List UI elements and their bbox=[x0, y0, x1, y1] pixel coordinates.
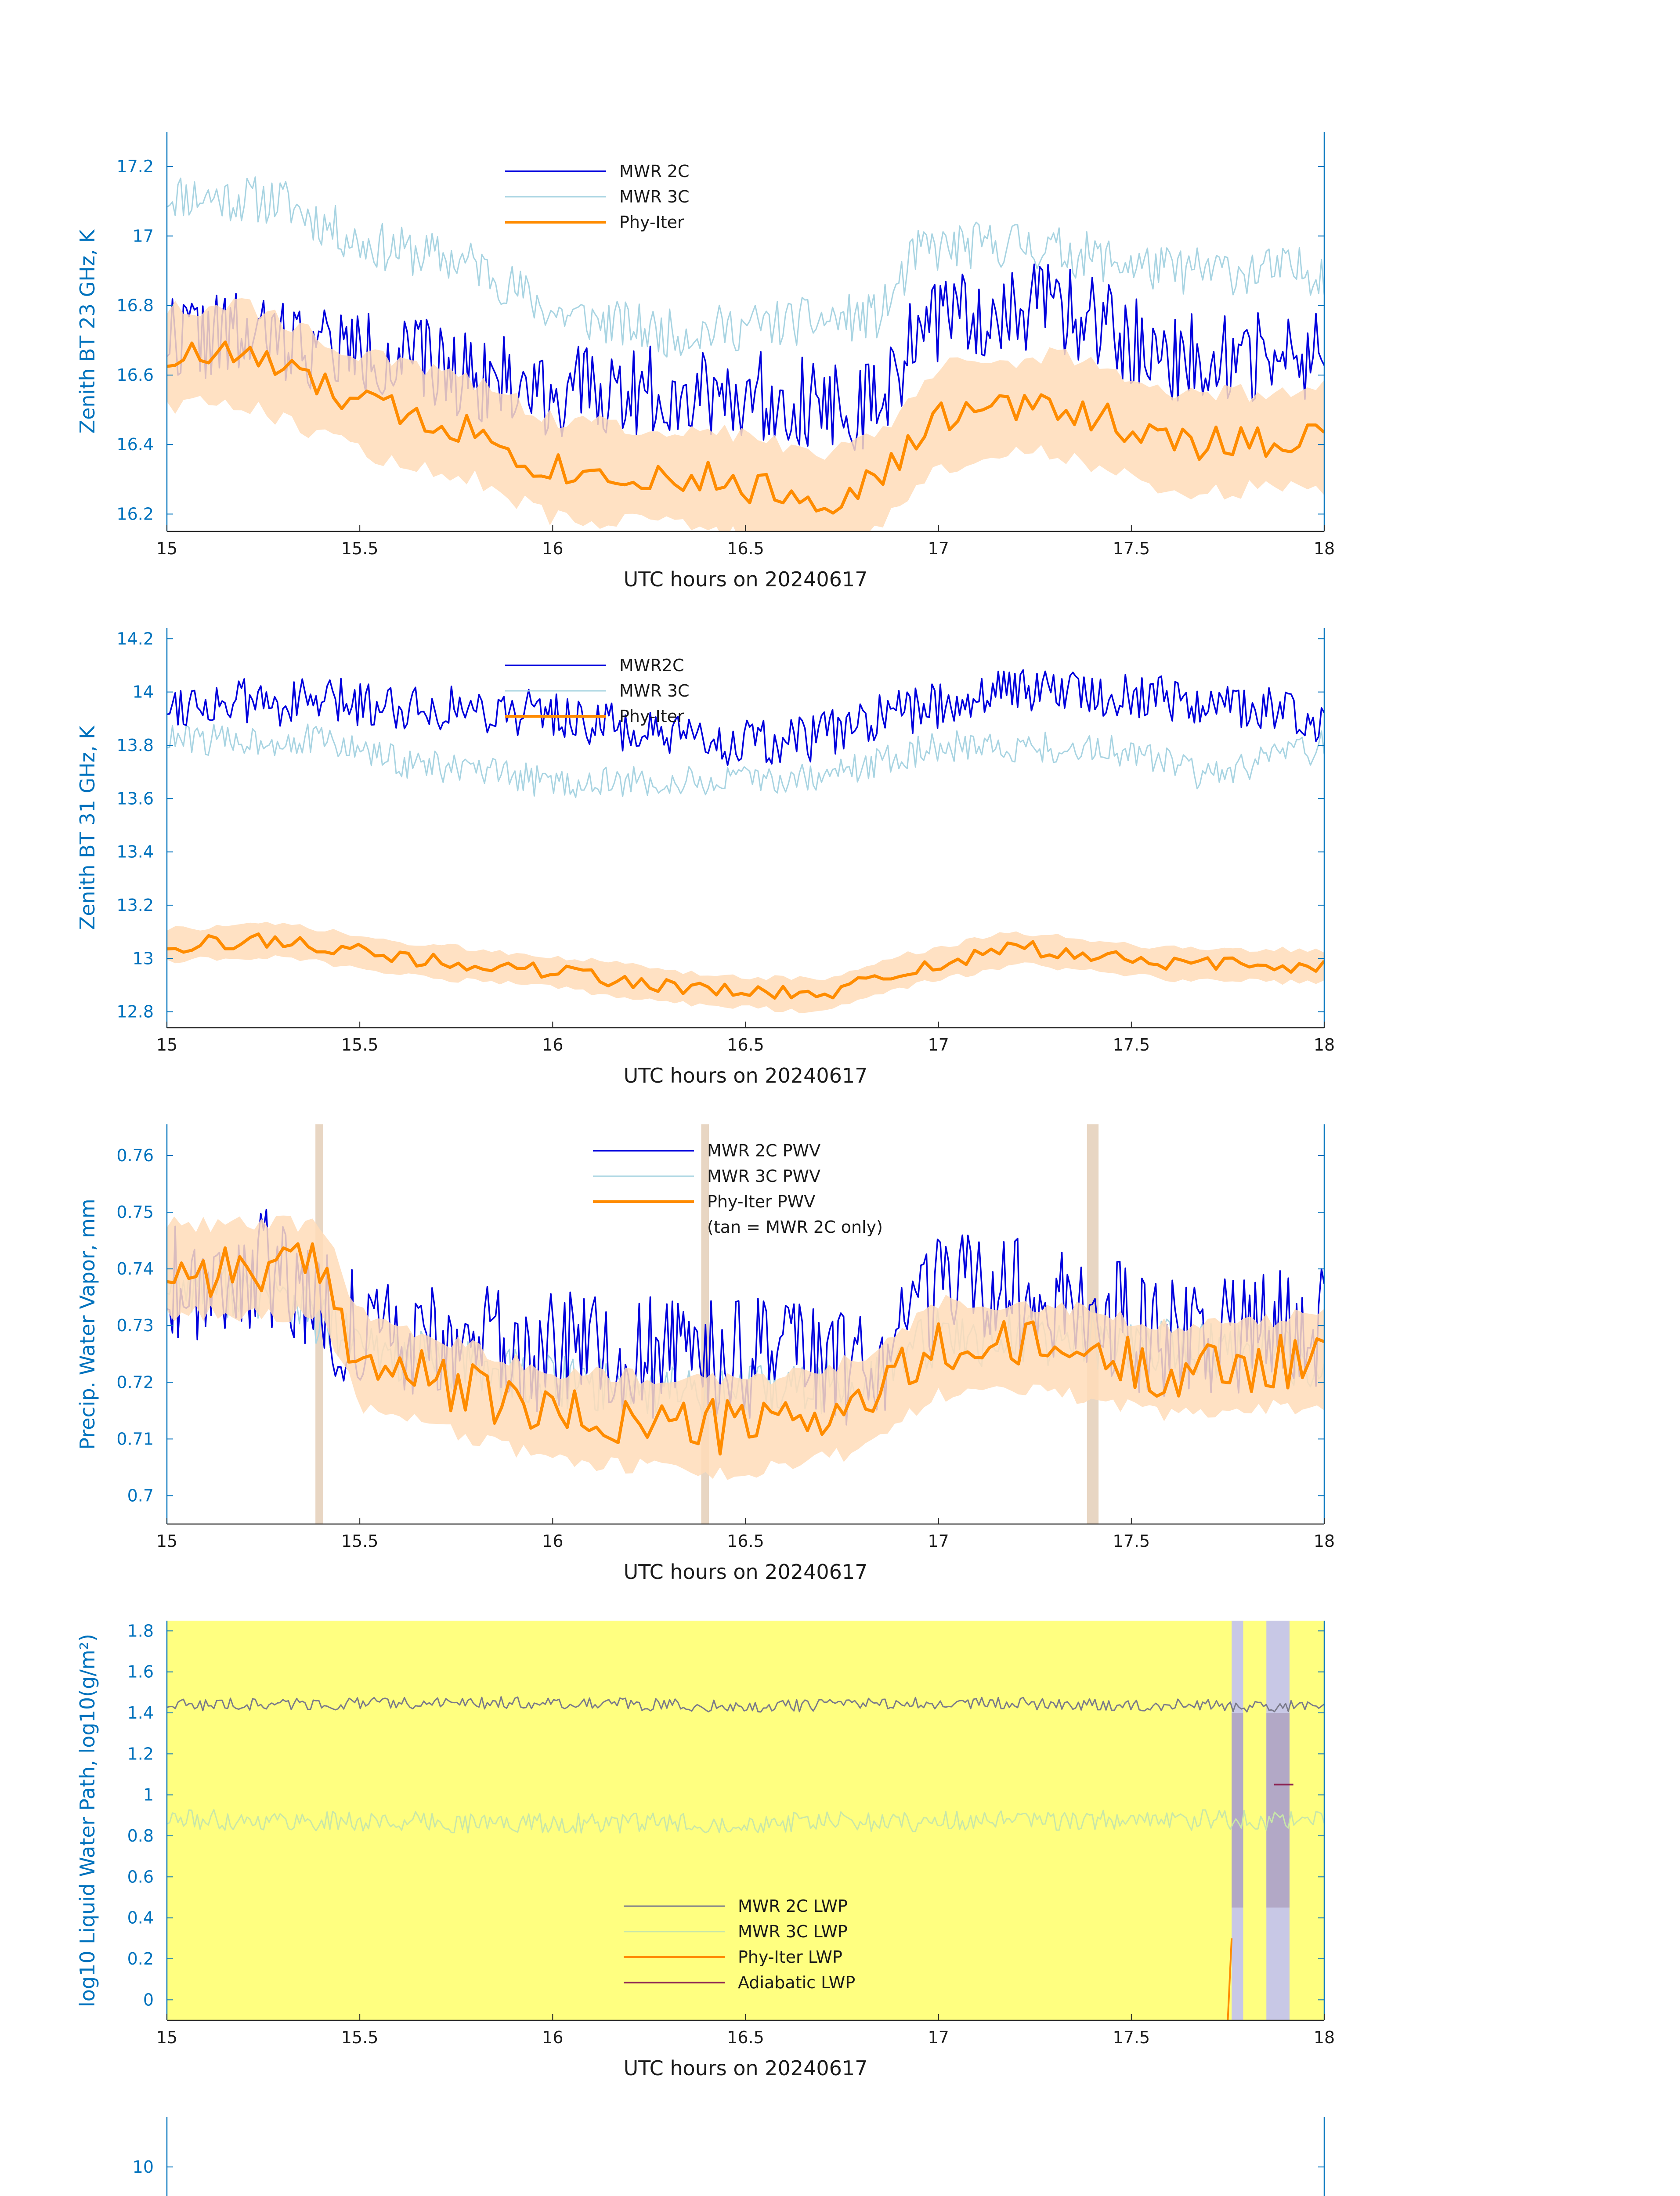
y-tick-label: 0.2 bbox=[127, 1949, 154, 1968]
highlight-region bbox=[1232, 1713, 1243, 1907]
y-tick-label: 0.71 bbox=[116, 1429, 154, 1449]
y-tick-label: 17.2 bbox=[116, 157, 154, 177]
x-tick-label: 15.5 bbox=[341, 1035, 379, 1055]
x-tick-label: 15 bbox=[156, 2028, 178, 2047]
x-tick-label: 15.5 bbox=[341, 1531, 379, 1551]
y-tick-label: 1.4 bbox=[127, 1703, 154, 1723]
x-tick-label: 16.5 bbox=[727, 1035, 764, 1055]
y-tick-label: 0.8 bbox=[127, 1826, 154, 1846]
x-tick-label: 18 bbox=[1313, 1531, 1335, 1551]
y-tick-label: 13 bbox=[132, 949, 154, 968]
x-axis-label: UTC hours on 20240617 bbox=[623, 567, 868, 591]
y-tick-label: 1.8 bbox=[127, 1621, 154, 1641]
x-tick-label: 15 bbox=[156, 1531, 178, 1551]
y-tick-label: 10 bbox=[132, 2157, 154, 2177]
x-tick-label: 16.5 bbox=[727, 539, 764, 558]
legend-label: MWR 2C bbox=[619, 162, 690, 181]
y-tick-label: 13.8 bbox=[116, 735, 154, 755]
y-tick-label: 1 bbox=[143, 1785, 154, 1805]
x-tick-label: 18 bbox=[1313, 1035, 1335, 1055]
y-axis-label: Zenith BT 31 GHz, K bbox=[76, 726, 99, 930]
legend-label: MWR 2C PWV bbox=[707, 1141, 821, 1160]
y-tick-label: 16.2 bbox=[116, 504, 154, 524]
y-tick-label: 0.75 bbox=[116, 1203, 154, 1222]
y-tick-label: 17 bbox=[132, 226, 154, 246]
y-tick-label: 0.76 bbox=[116, 1145, 154, 1165]
legend-label: Phy-Iter bbox=[619, 707, 684, 726]
legend-label: MWR 3C bbox=[619, 681, 690, 701]
legend-label: Phy-Iter bbox=[619, 213, 684, 232]
y-tick-label: 0.73 bbox=[116, 1316, 154, 1336]
y-tick-label: 13.6 bbox=[116, 789, 154, 809]
y-tick-label: 14 bbox=[132, 682, 154, 702]
x-tick-label: 17 bbox=[928, 2028, 949, 2047]
x-tick-label: 17.5 bbox=[1113, 539, 1150, 558]
y-tick-label: 0.72 bbox=[116, 1372, 154, 1392]
y-tick-label: 0.4 bbox=[127, 1908, 154, 1928]
x-tick-label: 17 bbox=[928, 1531, 949, 1551]
legend-label: MWR 2C LWP bbox=[738, 1896, 848, 1916]
y-tick-label: 13.2 bbox=[116, 895, 154, 915]
y-tick-label: 13.4 bbox=[116, 842, 154, 862]
y-axis-label: Precip. Water Vapor, mm bbox=[76, 1199, 99, 1450]
y-tick-label: 0.74 bbox=[116, 1259, 154, 1279]
y-tick-label: 0.7 bbox=[127, 1486, 154, 1506]
y-tick-label: 16.6 bbox=[116, 365, 154, 385]
x-tick-label: 16 bbox=[542, 539, 564, 558]
x-tick-label: 17 bbox=[928, 1035, 949, 1055]
legend-label: Phy-Iter LWP bbox=[738, 1947, 842, 1967]
x-tick-label: 17.5 bbox=[1113, 1531, 1150, 1551]
y-tick-label: 14.2 bbox=[116, 629, 154, 649]
x-tick-label: 15.5 bbox=[341, 539, 379, 558]
legend-label: MWR 3C LWP bbox=[738, 1922, 848, 1941]
legend-note: (tan = MWR 2C only) bbox=[707, 1217, 883, 1237]
x-tick-label: 15 bbox=[156, 1035, 178, 1055]
x-tick-label: 18 bbox=[1313, 539, 1335, 558]
y-axis-label: Zenith BT 23 GHz, K bbox=[76, 229, 99, 434]
highlight-region bbox=[1266, 1713, 1290, 1907]
legend-label: MWR2C bbox=[619, 656, 684, 675]
x-tick-label: 17.5 bbox=[1113, 2028, 1150, 2047]
x-tick-label: 16.5 bbox=[727, 1531, 764, 1551]
x-tick-label: 17 bbox=[928, 539, 949, 558]
legend-label: MWR 3C PWV bbox=[707, 1167, 821, 1186]
y-tick-label: 1.2 bbox=[127, 1744, 154, 1764]
legend-label: Adiabatic LWP bbox=[738, 1973, 856, 1992]
panel-lwp bbox=[76, 1621, 1335, 2080]
legend-label: MWR 3C bbox=[619, 187, 690, 206]
y-tick-label: 12.8 bbox=[116, 1002, 154, 1022]
y-tick-label: 1.6 bbox=[127, 1662, 154, 1682]
x-tick-label: 18 bbox=[1313, 2028, 1335, 2047]
y-axis-label: log10 Liquid Water Path, log10(g/m²) bbox=[76, 1633, 99, 2008]
x-tick-label: 16 bbox=[542, 1035, 564, 1055]
y-tick-label: 16.4 bbox=[116, 435, 154, 455]
x-tick-label: 16 bbox=[542, 2028, 564, 2047]
y-tick-label: 0.6 bbox=[127, 1867, 154, 1887]
x-axis-label: UTC hours on 20240617 bbox=[623, 2056, 868, 2080]
x-axis-label: UTC hours on 20240617 bbox=[623, 1560, 868, 1584]
x-tick-label: 16 bbox=[542, 1531, 564, 1551]
y-tick-label: 16.8 bbox=[116, 296, 154, 315]
x-axis-label: UTC hours on 20240617 bbox=[623, 1064, 868, 1087]
x-tick-label: 16.5 bbox=[727, 2028, 764, 2047]
x-tick-label: 15 bbox=[156, 539, 178, 558]
x-tick-label: 15.5 bbox=[341, 2028, 379, 2047]
legend-label: Phy-Iter PWV bbox=[707, 1192, 816, 1211]
x-tick-label: 17.5 bbox=[1113, 1035, 1150, 1055]
y-tick-label: 0 bbox=[143, 1990, 154, 2010]
